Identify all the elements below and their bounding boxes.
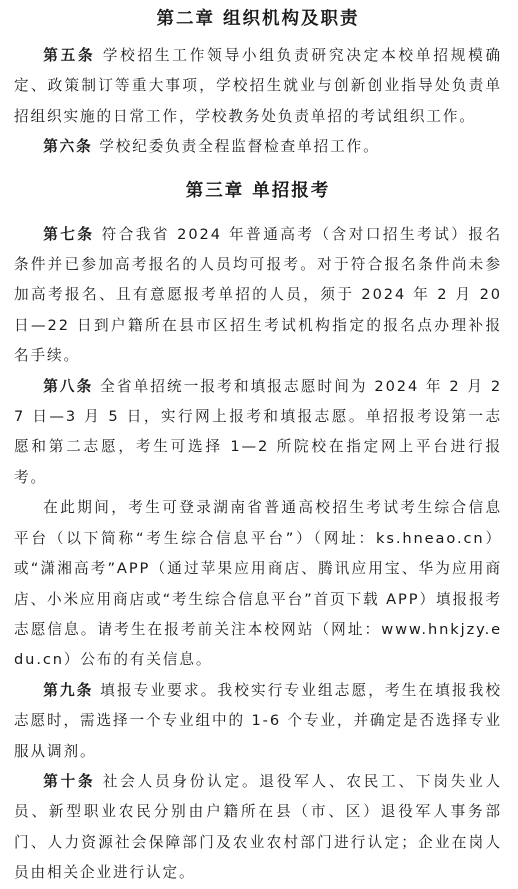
article-label: 第八条 xyxy=(43,377,94,395)
article-label: 第五条 xyxy=(43,47,96,64)
article-text: 符合我省 2024 年普通高考（含对口招生考试）报名条件并已参加高考报名的人员均可报考。对于符合报名条件尚未参加高考报名、且有意愿报考单招的人员，须于 2024 年 2 月 20 日—22 日到户籍所在县市区招生考试机构指定的报名点办理补报名手续。 xyxy=(14,225,503,365)
article-label: 第七条 xyxy=(43,225,95,243)
article-text: 社会人员身份认定。退役军人、农民工、下岗失业人员、新型职业农民分别由户籍所在县（市、区）退役军人事务部门、人力资源社会保障部门及农业农村部门进行认定；企业在岗人员由相关企业进行认定。 xyxy=(14,772,502,882)
chapter-3-title: 第三章 单招报考 xyxy=(185,180,331,201)
chapter-3-body xyxy=(14,220,502,889)
article-label: 第九条 xyxy=(43,681,94,699)
article-text: 在此期间，考生可登录湖南省普通高校招生考试考生综合信息平台（以下简称“考生综合信息平台”）（网址：ks.hneao.cn）或“潇湘高考”APP（通过苹果应用商店、腾讯应用宝、华为应用商店、小米应用商店或“考生综合信息平台”首页下载 APP）填报报考志愿信息。请考生在报考前关注本校网站（网址：www.hnkjzy.edu.cn）公布的有关信息。 xyxy=(14,499,502,669)
chapter-2-body xyxy=(14,41,502,163)
article-label: 第十条 xyxy=(43,772,96,790)
article-paragraph xyxy=(14,767,502,889)
article-paragraph xyxy=(14,372,502,494)
article-paragraph xyxy=(14,41,502,132)
article-paragraph xyxy=(14,220,502,372)
article-label: 第六条 xyxy=(43,138,93,156)
chapter-2-title: 第二章 组织机构及职责 xyxy=(156,9,360,29)
article-text: 学校纪委负责全程监督检查单招工作。 xyxy=(92,138,380,156)
article-paragraph xyxy=(14,132,502,162)
article-paragraph xyxy=(14,676,502,767)
article-text: 填报专业要求。我校实行专业组志愿，考生在填报我校志愿时，需选择一个专业组中的 1-6 个专业，并确定是否选择专业服从调剂。 xyxy=(14,681,502,760)
article-text: 学校招生工作领导小组负责研究决定本校单招规模确定、政策制订等重大事项，学校招生就业与创新创业指导处负责单招组织实施的日常工作，学校教务处负责单招的考试组织工作。 xyxy=(14,47,502,125)
continuation-paragraph xyxy=(14,493,502,675)
article-text: 全省单招统一报考和填报志愿时间为 2024 年 2 月 27 日—3 月 5 日，实行网上报考和填报志愿。单招报考设第一志愿和第二志愿，考生可选择 1—2 所院校在指定网上平台进行报考。 xyxy=(14,377,503,486)
